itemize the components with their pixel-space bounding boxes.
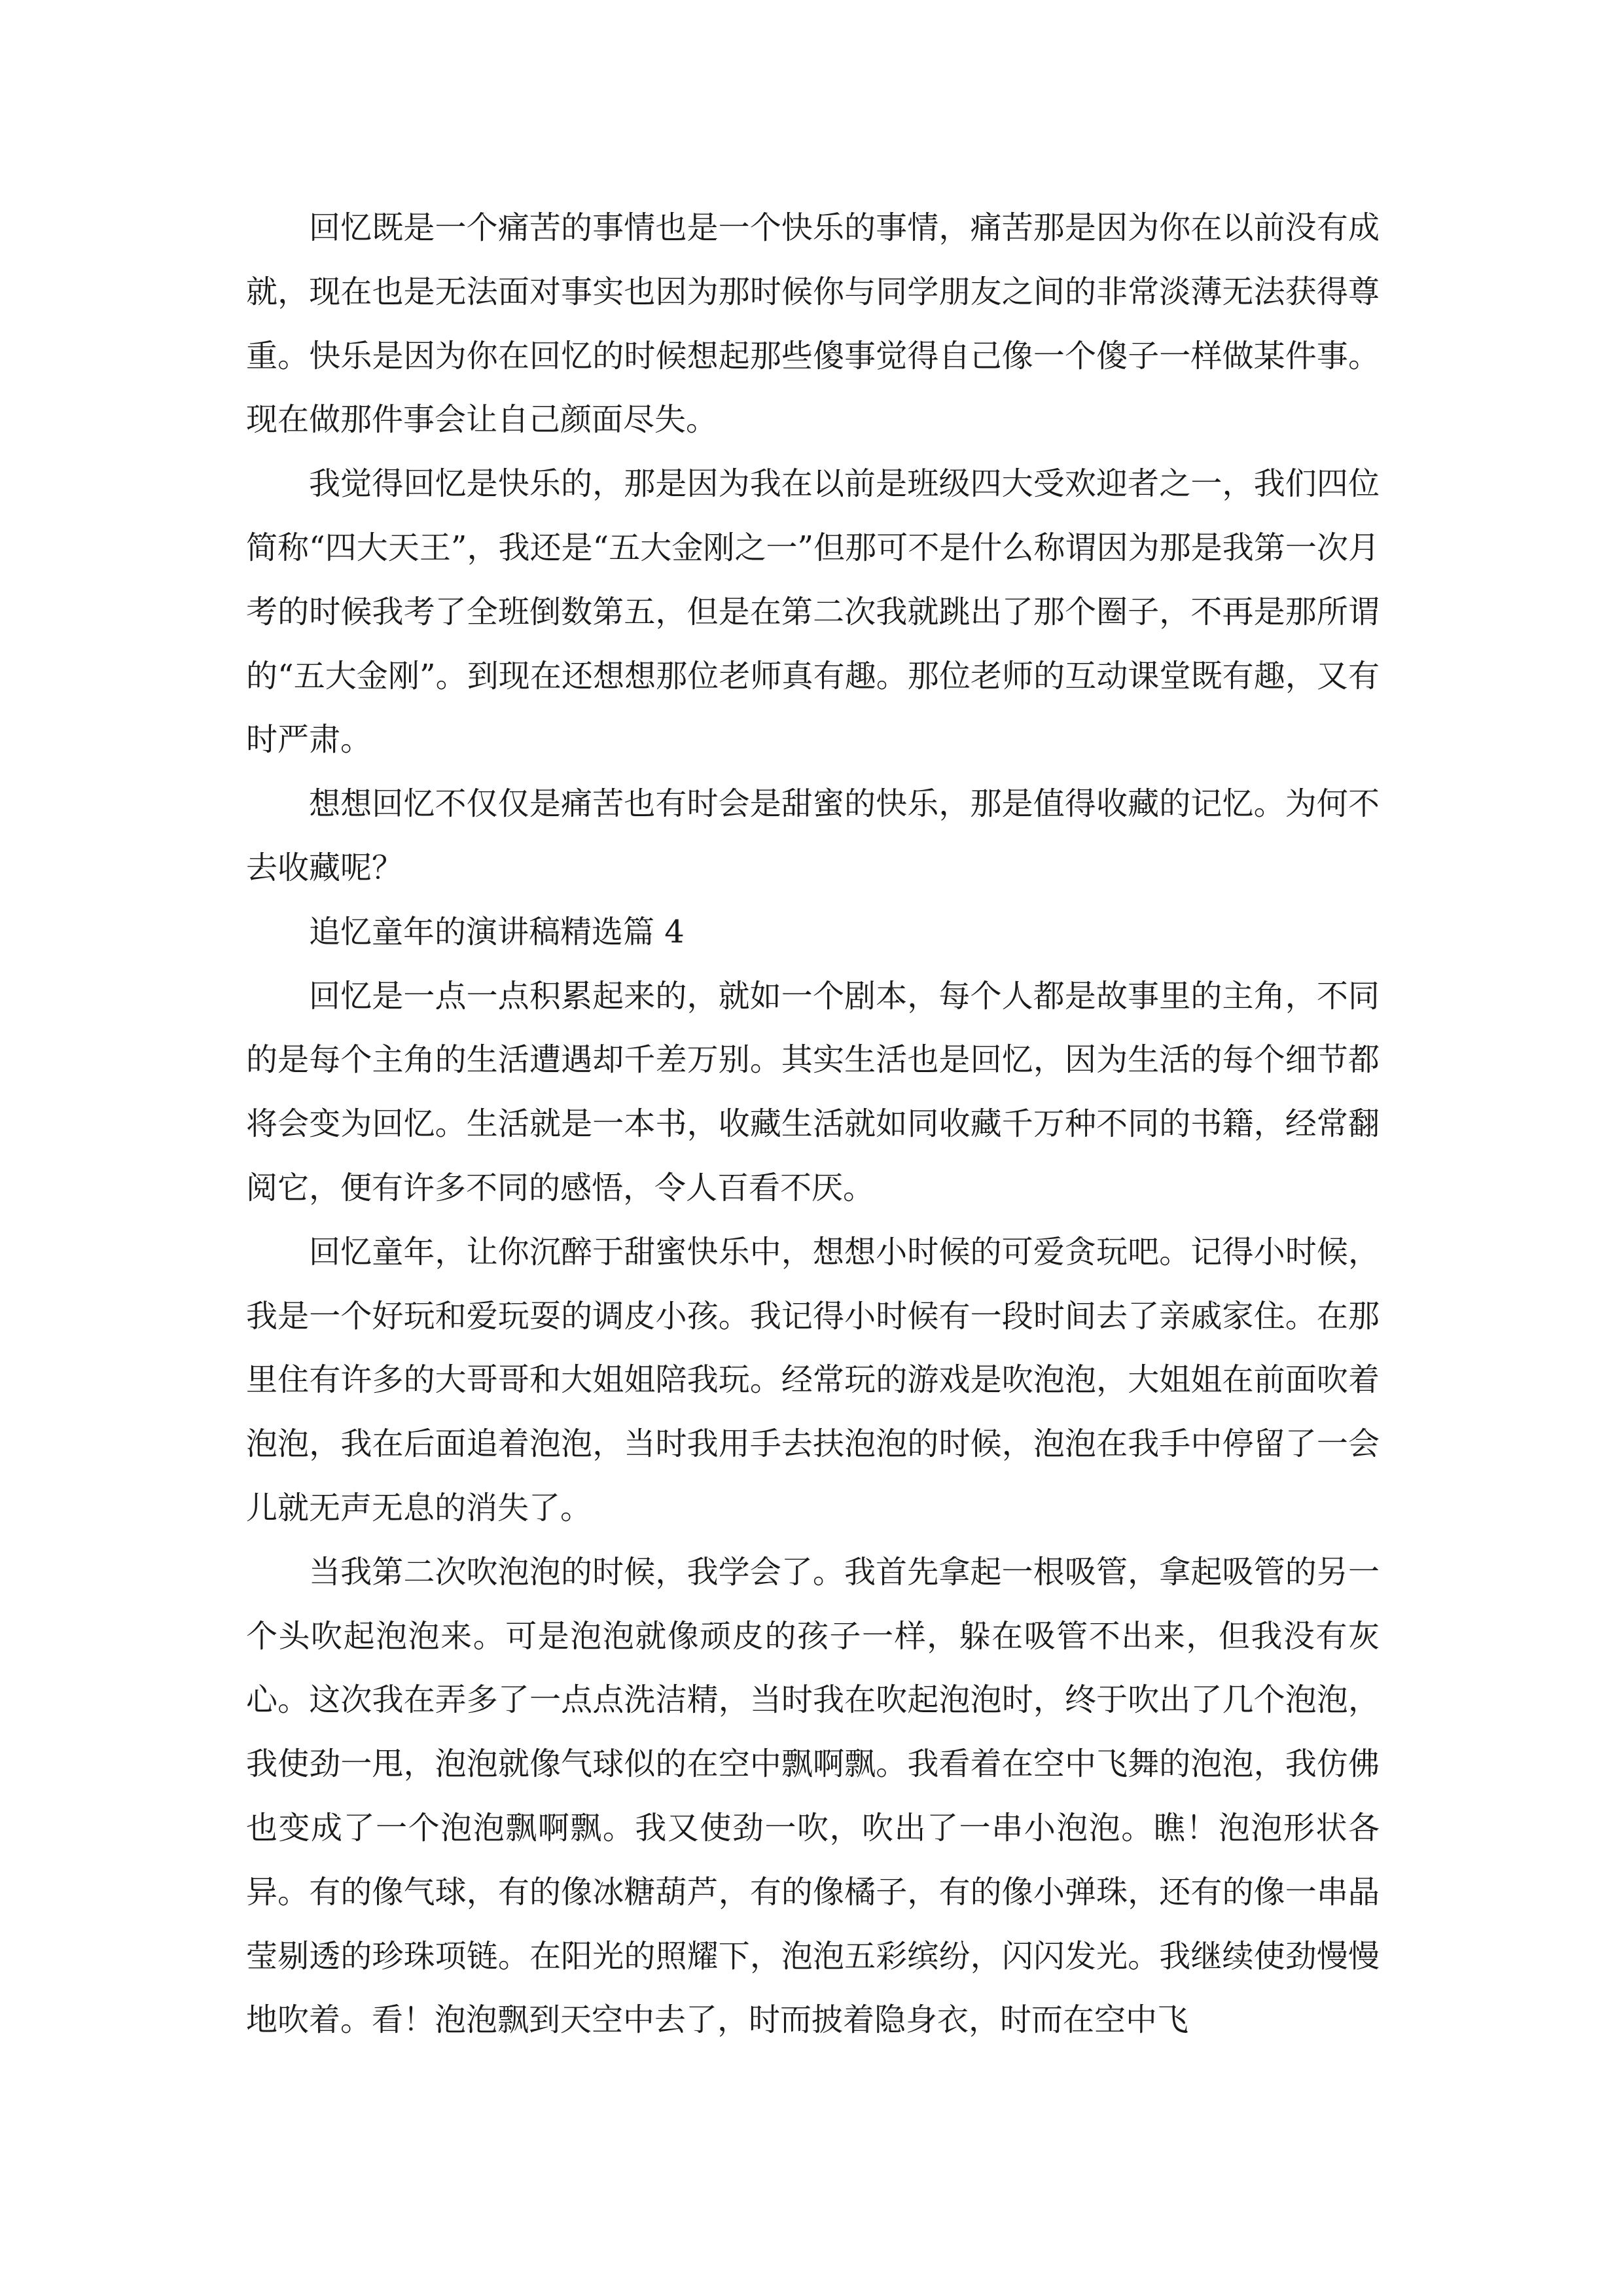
document-body (246, 196, 1380, 2053)
paragraph-3: 想想回忆不仅仅是痛苦也有时会是甜蜜的快乐，那是值得收藏的记忆。为何不去收藏呢？ (246, 785, 1380, 886)
paragraph-6: 当我第二次吹泡泡的时候，我学会了。我首先拿起一根吸管，拿起吸管的另一个头吹起泡泡来。可是泡泡就像顽皮的孩子一样，躲在吸管不出来，但我没有灰心。这次我在弄多了一点点洗洁精，当时我在吹起泡泡时，终于吹出了几个泡泡，我使劲一甩，泡泡就像气球似的在空中飘啊飘。我看着在空中飞舞的泡泡，我仿佛也变成了一个泡泡飘啊飘。我又使劲一吹，吹出了一串小泡泡。瞧！泡泡形状各异。有的像气球，有的像冰糖葫芦，有的像橘子，有的像小弹珠，还有的像一串晶莹剔透的珍珠项链。在阳光的照耀下，泡泡五彩缤纷，闪闪发光。我继续使劲慢慢地吹着。看！泡泡飘到天空中去了，时而披着隐身衣，时而在空中飞 (246, 1553, 1380, 2039)
paragraph-1: 回忆既是一个痛苦的事情也是一个快乐的事情，痛苦那是因为你在以前没有成就，现在也是无法面对事实也因为那时候你与同学朋友之间的非常淡薄无法获得尊重。快乐是因为你在回忆的时候想起那些傻事觉得自己像一个傻子一样做某件事。现在做那件事会让自己颜面尽失。 (246, 209, 1380, 439)
section-heading: 追忆童年的演讲稿精选篇 4 (309, 913, 685, 950)
paragraph-5: 回忆童年，让你沉醉于甜蜜快乐中，想想小时候的可爱贪玩吧。记得小时候，我是一个好玩和爱玩耍的调皮小孩。我记得小时候有一段时间去了亲戚家住。在那里住有许多的大哥哥和大姐姐陪我玩。经常玩的游戏是吹泡泡，大姐姐在前面吹着泡泡，我在后面追着泡泡，当时我用手去扶泡泡的时候，泡泡在我手中停留了一会儿就无声无息的消失了。 (246, 1233, 1380, 1526)
paragraph-2: 我觉得回忆是快乐的，那是因为我在以前是班级四大受欢迎者之一，我们四位简称“四大天王”，我还是“五大金刚之一”但那可不是什么称谓因为那是我第一次月考的时候我考了全班倒数第五，但是在第二次我就跳出了那个圈子，不再是那所谓的“五大金刚”。到现在还想想那位老师真有趣。那位老师的互动课堂既有趣，又有时严肃。 (246, 465, 1380, 759)
paragraph-4: 回忆是一点一点积累起来的，就如一个剧本，每个人都是故事里的主角，不同的是每个主角的生活遭遇却千差万别。其实生活也是回忆，因为生活的每个细节都将会变为回忆。生活就是一本书，收藏生活就如同收藏千万种不同的书籍，经常翻阅它，便有许多不同的感悟，令人百看不厌。 (246, 977, 1380, 1206)
